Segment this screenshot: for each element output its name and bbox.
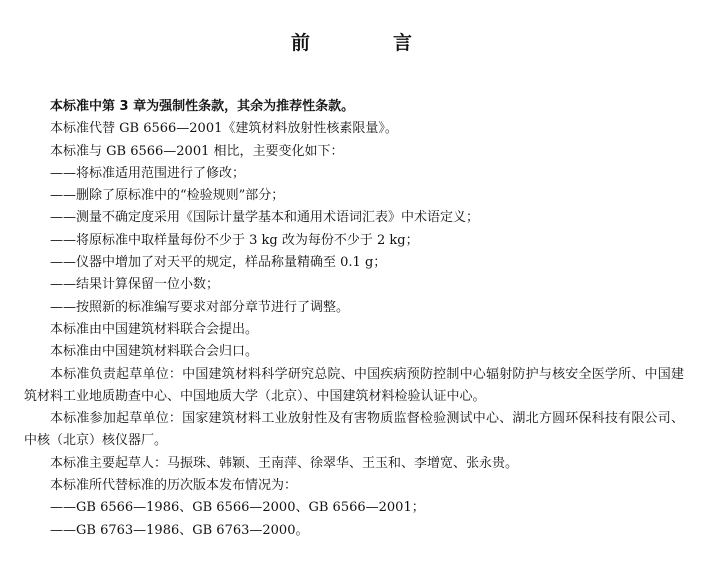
change-item: ——测量不确定度采用《国际计量学基本和通用术语词汇表》中术语定义； — [50, 210, 480, 226]
paragraph-main-drafters: 本标准主要起草人：马振珠、韩颖、王南萍、徐翠华、王玉和、李增宽、张永贵。 — [50, 455, 519, 471]
paragraph-managed-by: 本标准由中国建筑材料联合会归口。 — [50, 344, 259, 360]
paragraph-replaces: 本标准代替 GB 6566—2001《建筑材料放射性核素限量》。 — [50, 121, 398, 137]
change-item: ——仪器中增加了对天平的规定，样品称量精确至 0.1 g； — [50, 255, 387, 271]
paragraph-lead-drafters: 本标准负责起草单位：中国建筑材料科学研究总院、中国疾病预防控制中心辐射防护与核安全医学所、中国建筑材料工业地质勘查中心、中国地质大学（北京）、中国建筑材料检验认证中心。 — [24, 366, 684, 404]
change-item: ——按照新的标准编写要求对部分章节进行了调整。 — [50, 299, 350, 315]
paragraph-proposed-by: 本标准由中国建筑材料联合会提出。 — [50, 321, 259, 337]
page-title: 前 言 — [290, 32, 444, 54]
paragraph-mandatory-clause: 本标准中第 3 章为强制性条款，其余为推荐性条款。 — [50, 99, 355, 114]
paragraph-participating-drafters: 本标准参加起草单位：国家建筑材料工业放射性及有害物质监督检验测试中心、湖北方圆环保科技有限公司、中核（北京）核仪器厂。 — [24, 411, 684, 449]
paragraph-changes-intro: 本标准与 GB 6566—2001 相比，主要变化如下： — [50, 143, 344, 159]
history-item: ——GB 6566—1986、GB 6566—2000、GB 6566—2001； — [50, 500, 425, 516]
paragraph-history-intro: 本标准所代替标准的历次版本发布情况为： — [50, 478, 298, 494]
change-item: ——将原标准中取样量每份不少于 3 kg 改为每份不少于 2 kg； — [50, 232, 419, 248]
change-item: ——删除了原标准中的“检验规则”部分； — [50, 188, 285, 204]
document-body — [24, 96, 684, 542]
change-item: ——将标准适用范围进行了修改； — [50, 165, 246, 181]
change-item: ——结果计算保留一位小数； — [50, 277, 220, 293]
history-item: ——GB 6763—1986、GB 6763—2000。 — [50, 522, 309, 538]
